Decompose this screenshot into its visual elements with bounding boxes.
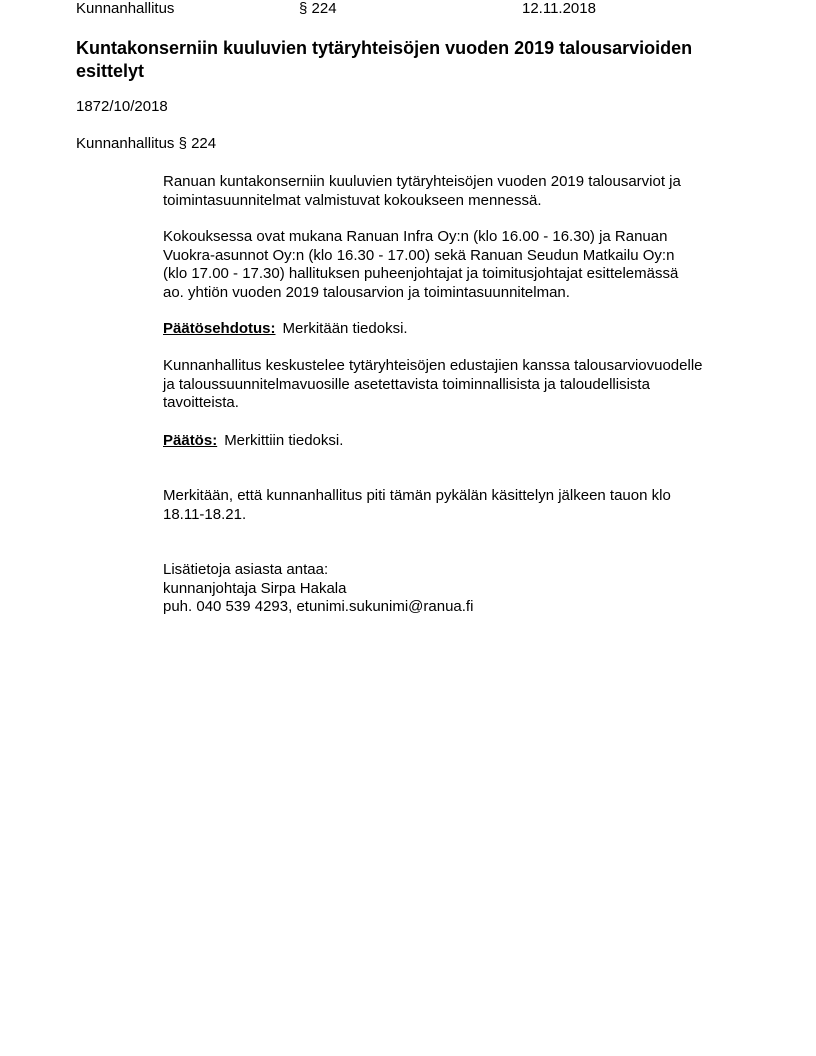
text-line: toimintasuunnitelmat valmistuvat kokoukseen mennessä. [163,191,542,209]
title-line: Kuntakonserniin kuuluvien tytäryhteisöjen vuoden 2019 talousarvioiden [76,38,693,58]
paragraph-break-note [163,487,671,524]
paragraph-discussion [163,357,703,413]
contact-line: puh. 040 539 4293, etunimi.sukunimi@ranua.fi [163,598,474,615]
text-line: (klo 17.00 - 17.30) hallituksen puheenjohtajat ja toimitusjohtajat esittelemässä [163,265,679,282]
text-line: Kokouksessa ovat mukana Ranuan Infra Oy:n (klo 16.00 - 16.30) ja Ranuan [163,228,668,245]
text-line: ao. yhtiön vuoden 2019 talousarvion ja toimintasuunnitelman. [163,283,570,301]
page-title [76,37,692,83]
proposal-text: Merkitään tiedoksi. [282,320,408,337]
text-line: Merkitään, että kunnanhallitus piti tämän pykälän käsittelyn jälkeen tauon klo [163,487,671,504]
text-line: Ranuan kuntakonserniin kuuluvien tytäryhteisöjen vuoden 2019 talousarviot ja [163,173,681,190]
decision-proposal [163,320,408,339]
header-body: Kunnanhallitus [76,0,175,17]
contact-info [163,561,473,617]
decision-text: Merkittiin tiedoksi. [224,432,344,449]
text-line: tavoitteista. [163,394,239,411]
text-line: kunnanjohtaja Sirpa Hakala [163,579,347,597]
paragraph-attendees [163,228,678,302]
section-reference: Kunnanhallitus § 224 [76,135,217,152]
record-number: 1872/10/2018 [76,98,168,115]
text-line: ja taloussuunnitelmavuosille asetettavista toiminnallisista ja taloudellisista [163,375,650,393]
text-line: 18.11-18.21. [163,505,247,523]
decision [163,432,343,451]
title-line: esittelyt [76,61,145,81]
text-line: Kunnanhallitus keskustelee tytäryhteisöjen edustajien kanssa talousarviovuodelle [163,357,703,374]
paragraph-intro [163,173,681,210]
proposal-label: Päätösehdotus: [163,320,276,337]
text-line: Lisätietoja asiasta antaa: [163,561,329,578]
header-section: § 224 [299,0,337,17]
decision-label: Päätös: [163,432,218,449]
text-line: Vuokra-asunnot Oy:n (klo 16.30 - 17.00) sekä Ranuan Seudun Matkailu Oy:n [163,246,675,264]
header-date: 12.11.2018 [522,0,596,17]
